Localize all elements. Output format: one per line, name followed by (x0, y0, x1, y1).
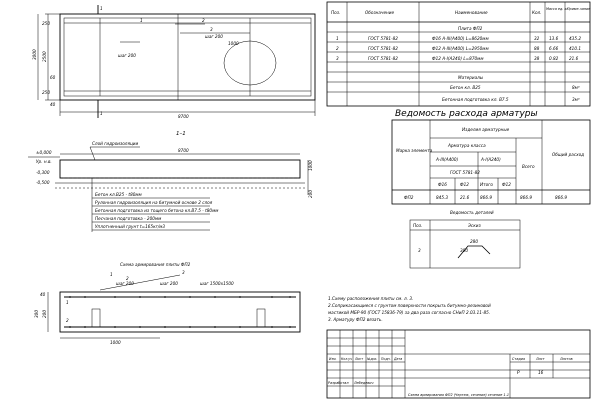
plan-width-dim: 8700 (178, 114, 189, 119)
plan-height-dim: 3000 (32, 49, 37, 60)
spec-r2-massa: 6.66 (549, 46, 559, 51)
scheme-left-dim-2: 200 (42, 310, 47, 318)
ved-h-izd: Изделия арматурные (462, 127, 510, 132)
scheme-title: Схема армирования плиты ФП2 (120, 262, 191, 267)
section-length-dim: 8700 (178, 148, 189, 153)
vedomost-title: Ведомость расхода арматуры (395, 109, 538, 119)
spec-r1-poz: 1 (336, 36, 339, 41)
section-layer-5: Уплотненный грунт t=165кг/м3 (95, 224, 166, 229)
details-h-eskiz: Эскиз (468, 223, 481, 228)
ved-h-mark: Марка элемента (396, 148, 433, 153)
spec-r1-name: Ф16 А-III(А400) L=8620мм (432, 36, 489, 41)
scheme-left-dim-3: 300 (34, 310, 39, 318)
stamp-razrab: Разработал (328, 381, 349, 385)
ved-h-a240: А-I(А240) (481, 157, 501, 162)
plan-marker-1: 1 (140, 18, 143, 23)
plan-left-dim-b: 2500 (42, 51, 47, 62)
spec-r2-prim: 410.1 (569, 46, 581, 51)
stamp-col-data: Дата (394, 357, 403, 361)
stamp-col-list: Лист (355, 357, 364, 361)
section-layer-4: Песчаная подготовка - 200мм (95, 216, 162, 221)
plan-section-mark-bottom: 1 (100, 111, 103, 116)
details-d1: 280 (470, 239, 478, 244)
ved-h-obsh: Общий расход (552, 152, 585, 157)
section-level-b: -0,500 (36, 180, 50, 185)
section-thickness-dim: 200 (308, 190, 313, 198)
ved-h-klass: Арматура класса (448, 143, 486, 148)
plan-step-label: шаг 200 (205, 34, 223, 39)
stamp-list: 16 (538, 370, 544, 375)
spec-r1-prim: 435.2 (569, 36, 581, 41)
spec-table (327, 2, 590, 106)
spec-r1-massa: 13.6 (549, 36, 559, 41)
section-view (28, 131, 313, 232)
section-title: 1–1 (176, 131, 186, 137)
plan-dim-1000: 1000 (228, 41, 239, 46)
spec-r2-oboz: ГОСТ 5781-82 (368, 46, 398, 51)
scheme-left-dim-1: 40 (40, 292, 46, 297)
spec-r2-poz: 2 (336, 46, 339, 51)
ved-r-d12: 21.6 (460, 195, 470, 200)
spec-frame (327, 2, 590, 106)
spec-h-oboz: Обозначение (365, 10, 395, 15)
spec-r3-massa: 0.82 (549, 56, 559, 61)
spec-r3-prim: 21.6 (569, 56, 579, 61)
stamp-h-listov: Листов (560, 357, 573, 361)
scheme-top-label-2: 2 (126, 276, 129, 281)
stamp-col-izm: Изм. (329, 357, 337, 361)
scheme-top-label-3: 3 (182, 270, 185, 275)
stamp-col-koluch: Кол.уч (341, 357, 353, 361)
note-4: 3. Арматуру ФП2 вязать. (328, 317, 383, 322)
section-leader-top-v (90, 147, 95, 160)
ved-h-d12: Ф12 (460, 182, 469, 187)
spec-mat-2-val: 3м³ (572, 97, 580, 102)
ved-h-d12b: Ф12 (502, 182, 511, 187)
ved-h-a400: А-III(А400) (436, 157, 459, 162)
section-layer-3: Бетонная подготовка из тощего бетона кл.В7.5 - t80мм (95, 208, 219, 213)
stamp-fio: Лебедевич (354, 381, 374, 385)
ved-h-vsego: Всего (522, 164, 535, 169)
scheme-step-1: шаг 200 (116, 281, 134, 286)
scheme-stirrup-left (92, 309, 100, 327)
note-2: 2.Соприкасающиеся с грунтом поверхности покрыть битумно-резиновой (328, 303, 491, 308)
spec-r1-oboz: ГОСТ 5781-82 (368, 36, 398, 41)
plan-left-dim-c: 250 (42, 90, 50, 95)
plan-view (32, 5, 315, 119)
details-h-poz: Поз. (413, 223, 423, 228)
spec-h-poz: Поз. (331, 10, 341, 15)
note-1: 1.Схему расположения плиты см. л. 3. (328, 296, 414, 301)
scheme-mark-1: 1 (66, 300, 69, 305)
spec-r2-name: Ф12 А-III(А400) L=2950мм (432, 46, 489, 51)
ved-r-mark: ФП2 (404, 195, 414, 200)
section-layer-2: Рулонная гидроизоляция на битумной основе 2 слоя (95, 200, 213, 205)
stamp-caption: Схема армирования ФП2 (Чертеж, сечение) сечение 1-1 (408, 393, 509, 397)
scheme-bottom-dim: 1000 (110, 340, 121, 345)
details-table (410, 210, 520, 268)
details-poz: 3 (418, 248, 421, 253)
details-title: Ведомость деталей (450, 210, 494, 215)
spec-r1-kol: 32 (534, 36, 540, 41)
section-level-top: ±0,000 (36, 150, 52, 155)
plan-slab-inner (64, 18, 311, 96)
section-layer-1: Бетон кл.В25 - t80мм (95, 192, 142, 197)
spec-mat-1: Бетон кл. В25 (450, 85, 481, 90)
title-block (327, 330, 590, 398)
ved-h-gost: ГОСТ 5781-82 (450, 170, 480, 175)
scheme-step-2: шаг 200 (160, 281, 178, 286)
section-level-top-sub: Ур. н.в. (36, 159, 52, 164)
stamp-frame (327, 330, 590, 398)
ved-h-itogo: Итого (480, 182, 493, 187)
spec-mat-1-val: 8м³ (572, 85, 580, 90)
scheme-stirrup-right (257, 309, 265, 327)
spec-r2-kol: 88 (534, 46, 540, 51)
stamp-col-ndoc: №док. (367, 357, 378, 361)
details-frame (410, 220, 520, 268)
ved-r-obsh: 866.9 (555, 195, 567, 200)
section-layers-title: Слой гидроизоляции (92, 141, 139, 146)
stamp-h-stadia: Стадия (512, 357, 526, 361)
spec-h-kol: Кол. (532, 10, 542, 15)
details-d2: 300 (460, 248, 468, 253)
spec-group-1: Плита ФП2 (458, 26, 483, 31)
scheme-top-label-1: 1 (110, 272, 113, 277)
ved-r-vsego: 866.9 (520, 195, 532, 200)
vedomost-table (392, 109, 590, 204)
ved-r-d16: 845.3 (436, 195, 448, 200)
spec-r3-oboz: ГОСТ 5781-82 (368, 56, 398, 61)
section-level-a: -0,300 (36, 170, 50, 175)
spec-h-prim: Приме-чание (567, 7, 591, 11)
stamp-stadia: Р (517, 370, 520, 375)
scheme-step-3: шаг 1500х1500 (200, 281, 234, 286)
section-slab (60, 160, 300, 178)
plan-step-label-2: шаг 200 (118, 53, 136, 58)
vedomost-frame (392, 120, 590, 204)
notes (328, 296, 491, 322)
plan-slab-outline (60, 14, 315, 100)
spec-group-2: Материалы (458, 75, 484, 80)
stamp-col-podp: Подп. (381, 357, 391, 361)
spec-h-name: Наименование (455, 10, 488, 15)
note-3: мастикой МБР-90 (ГОСТ 15836-79) за два раза согласно СНиП 2.03.11-85. (328, 310, 491, 315)
spec-h-massa: Масса ед. кг (546, 7, 569, 11)
ved-h-d16: Ф16 (438, 182, 447, 187)
plan-dim-60: 60 (50, 75, 56, 80)
spec-mat-2: Бетонная подготовка кл. В7.5 (442, 97, 509, 102)
plan-dim-40: 40 (50, 102, 56, 107)
spec-r3-name: Ф12 А-I(А240) L=870мм (432, 56, 484, 61)
spec-r3-poz: 3 (336, 56, 339, 61)
ved-r-itogo: 866.9 (480, 195, 492, 200)
plan-left-dim-a: 250 (42, 21, 50, 26)
scheme-slab (60, 292, 300, 332)
scheme-view (34, 262, 300, 345)
plan-marker-2: 2 (202, 18, 205, 23)
stamp-h-list: Лист (536, 357, 545, 361)
spec-r3-kol: 38 (534, 56, 540, 61)
scheme-mark-2: 2 (66, 318, 69, 323)
plan-marker-3: 3 (210, 27, 213, 32)
plan-section-mark-top: 1 (100, 6, 103, 11)
section-height-dim: 1000 (308, 160, 313, 171)
